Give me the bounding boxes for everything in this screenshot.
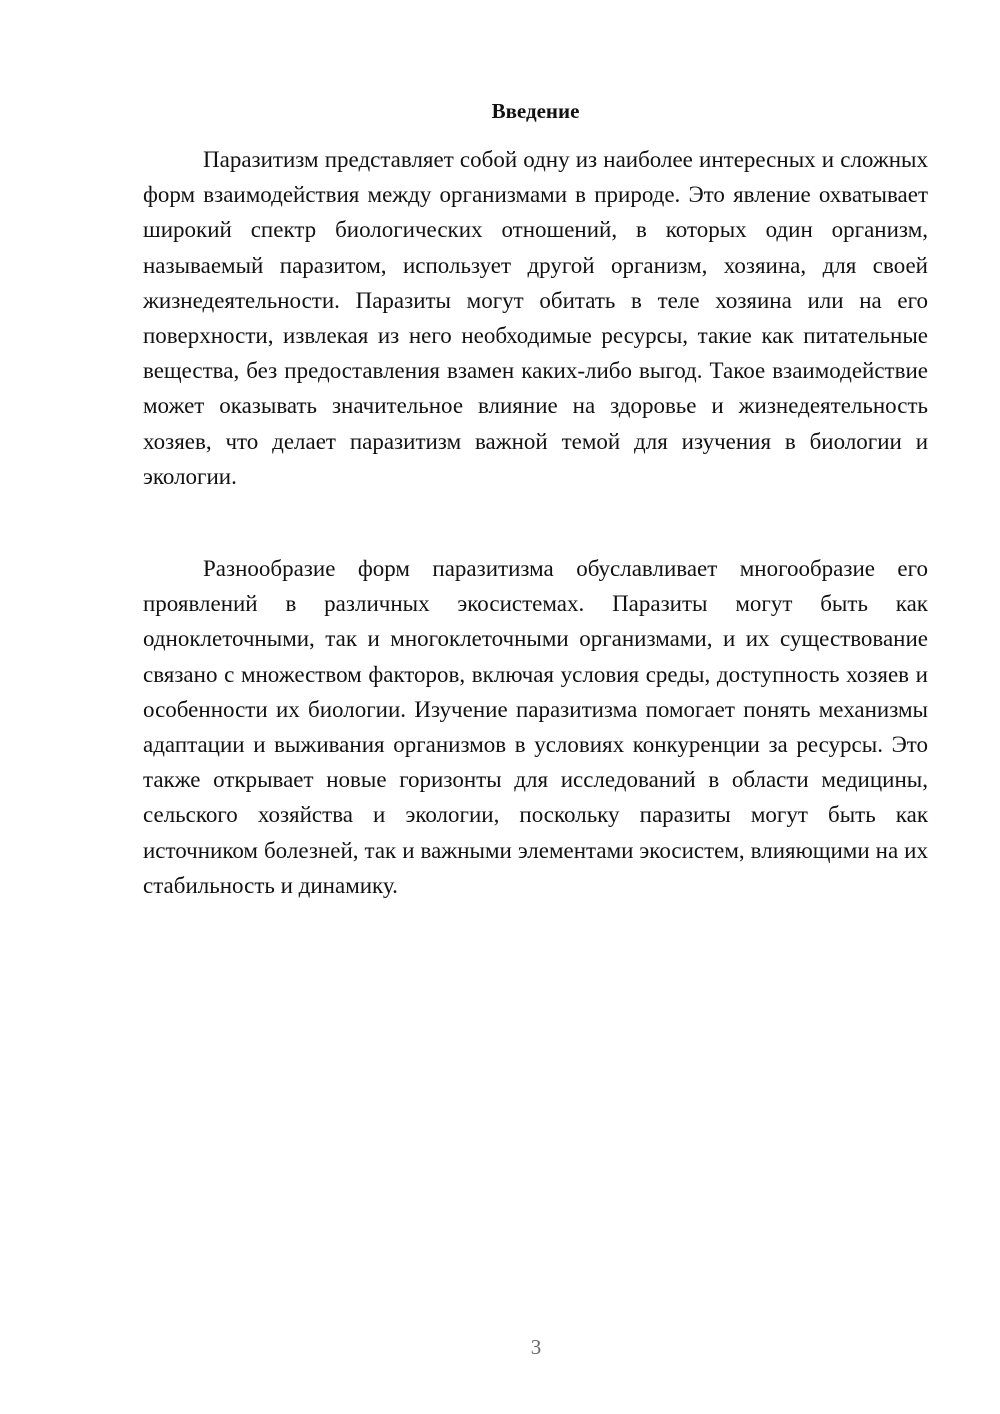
paragraph-2: Разнообразие форм паразитизма обуславливает многообразие его проявлений в различных экосистемах. Паразиты могут быть как одноклеточными, так и многоклеточными организмами, и их существование связано с множеством факторов, включая условия среды, доступность хозяев и особенности их биологии. Изучение паразитизма помогает понять механизмы адаптации и выживания организмов в условиях конкуренции за ресурсы. Это также открывает новые горизонты для исследований в области медицины, сельского хозяйства и экологии, поскольку паразиты могут быть как источником болезней, так и важными элементами экосистем, влияющими на их стабильность и динамику. bbox=[143, 556, 928, 898]
paragraph-block-1 bbox=[143, 142, 928, 494]
paragraph-block-2 bbox=[143, 551, 928, 903]
page-number: 3 bbox=[530, 1335, 542, 1359]
paragraph-1: Паразитизм представляет собой одну из наиболее интересных и сложных форм взаимодействия между организмами в природе. Это явление охватывает широкий спектр биологических отношений, в которых один организм, называемый паразитом, использует другой организм, хозяина, для своей жизнедеятельности. Паразиты могут обитать в теле хозяина или на его поверхности, извлекая из него необходимые ресурсы, такие как питательные вещества, без предоставления взамен каких-либо выгод. Такое взаимодействие может оказывать значительное влияние на здоровье и жизнедеятельность хозяев, что делает паразитизм важной темой для изучения в биологии и экологии. bbox=[143, 147, 928, 489]
section-title: Введение bbox=[491, 99, 580, 123]
